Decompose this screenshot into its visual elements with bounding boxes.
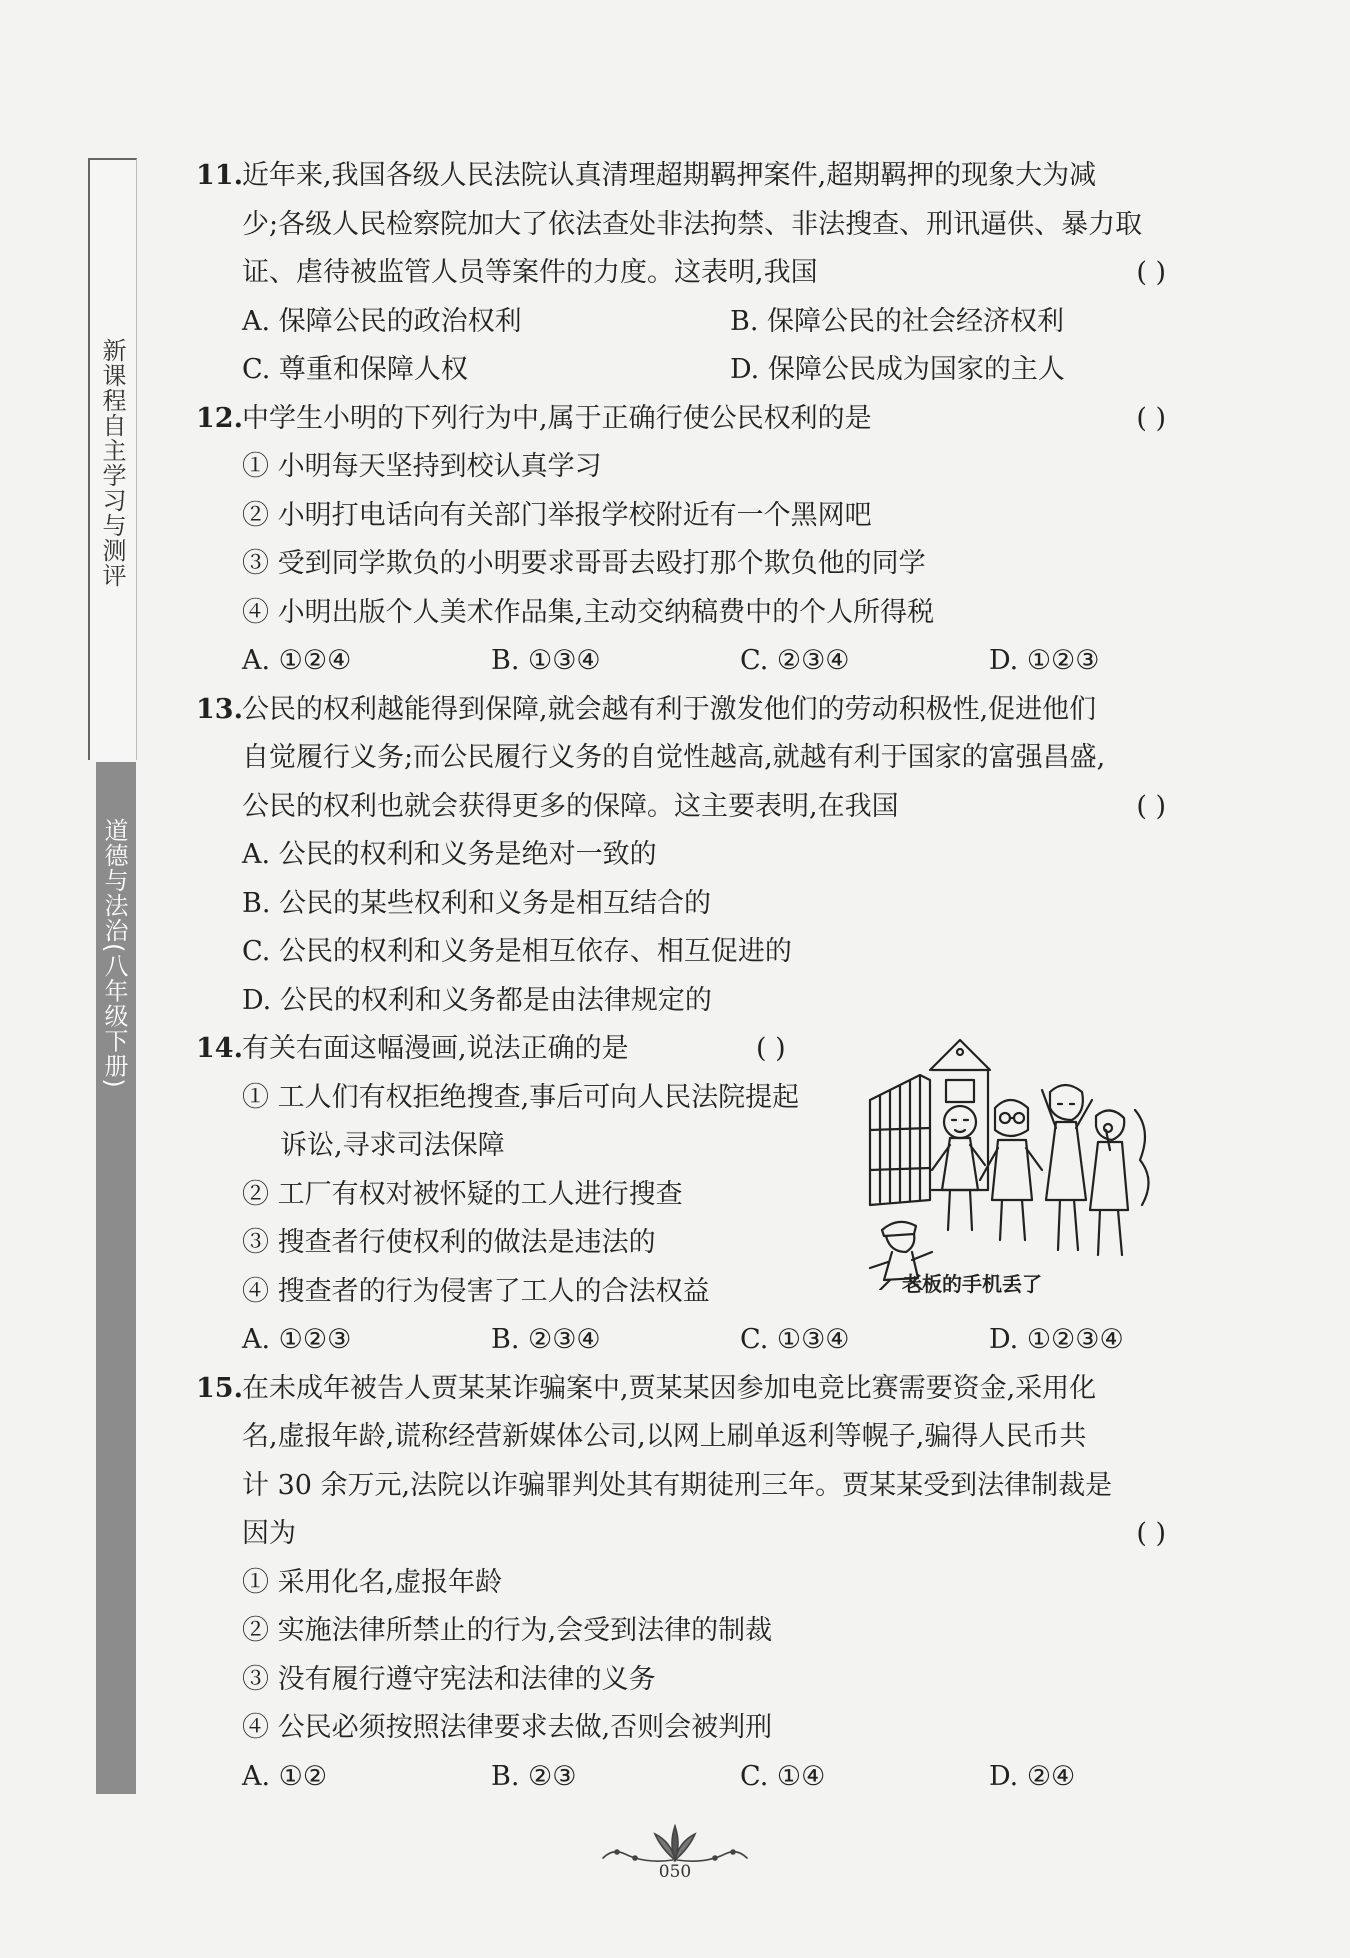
option-c[interactable]: C. ②③④ <box>740 645 850 676</box>
stem-text: 有关右面这幅漫画,说法正确的是 <box>242 1033 629 1064</box>
stem-line <box>196 686 1166 735</box>
stem-text: 公民的权利越能得到保障,就会越有利于激发他们的劳动积极性,促进他们 <box>242 693 1097 725</box>
stem-text: 计 30 余万元,法院以诈骗罪判处其有期徒刑三年。贾某某受到法律制裁是 <box>242 1469 1113 1501</box>
question-number: 11. <box>196 160 243 191</box>
option-row <box>196 298 1166 347</box>
worker-figure-icon <box>1090 1110 1149 1255</box>
option-b[interactable]: B. ②③④ <box>491 1324 601 1355</box>
spine-subject-panel <box>96 762 136 1794</box>
option-a[interactable]: A. ①②④ <box>242 645 352 676</box>
question-number: 14. <box>196 1033 243 1064</box>
stem-text: 公民的权利也就会获得更多的保障。这主要表明,在我国 <box>242 790 899 822</box>
question-11 <box>196 152 1166 395</box>
statement-item: ③ 搜查者行使权利的做法是违法的 <box>242 1227 656 1258</box>
answer-blank[interactable]: ( ) <box>1136 402 1166 434</box>
stem-text: 近年来,我国各级人民法院认真清理超期羁押案件,超期羁押的现象大为减 <box>242 160 1097 191</box>
stem-text: 在未成年被告人贾某某诈骗案中,贾某某因参加电竞比赛需要资金,采用化 <box>242 1372 1097 1404</box>
stem-line <box>196 783 1166 832</box>
statement-item: ④ 公民必须按照法律要求去做,否则会被判刑 <box>242 1712 773 1743</box>
option-c[interactable]: C. 尊重和保障人权 <box>242 354 468 385</box>
option-b[interactable]: B. 保障公民的社会经济权利 <box>730 305 1065 337</box>
option-row <box>196 1753 1166 1802</box>
statement-item: ① 采用化名,虚报年龄 <box>242 1566 503 1598</box>
statement-item: ① 工人们有权拒绝搜查,事后可向人民法院提起 <box>242 1081 800 1113</box>
option-c[interactable]: C. ①④ <box>740 1760 826 1792</box>
option-row <box>196 346 1166 395</box>
question-number: 13. <box>196 693 243 725</box>
stem-line <box>196 734 1166 783</box>
question-12 <box>196 395 1166 686</box>
statement-item: ③ 没有履行遵守宪法和法律的义务 <box>242 1663 656 1695</box>
statement-item: ④ 搜查者的行为侵害了工人的合法权益 <box>242 1275 710 1307</box>
option-c[interactable]: C. 公民的权利和义务是相互依存、相互促进的 <box>242 936 792 967</box>
spine-series-panel <box>88 158 137 760</box>
option-a[interactable]: A. 公民的权利和义务是绝对一致的 <box>242 839 657 870</box>
stem-line <box>196 1510 1166 1559</box>
stem-line <box>196 1365 1166 1414</box>
question-list <box>196 152 1166 1801</box>
woman-figure-icon <box>1042 1085 1092 1250</box>
answer-blank[interactable]: ( ) <box>1136 1518 1166 1549</box>
option-d[interactable]: D. ①②③ <box>989 645 1100 676</box>
option-a[interactable]: A. ①② <box>242 1760 328 1792</box>
question-13 <box>196 686 1166 1026</box>
statement-item: ④ 小明出版个人美术作品集,主动交纳稿费中的个人所得税 <box>242 596 935 628</box>
worker-figure-icon <box>980 1100 1042 1240</box>
stem-line <box>196 1462 1166 1511</box>
guard-booth-icon <box>930 1040 990 1190</box>
comic-illustration <box>860 1030 1160 1290</box>
page-number: 050 <box>658 1862 692 1882</box>
statement-item: ② 实施法律所禁止的行为,会受到法律的制裁 <box>242 1615 773 1646</box>
option-c[interactable]: C. ①③④ <box>740 1324 850 1355</box>
stem-text: 证、虐待被监管人员等案件的力度。这表明,我国 <box>242 257 818 288</box>
question-15 <box>196 1365 1166 1802</box>
option-b[interactable]: B. ②③ <box>491 1760 577 1792</box>
answer-blank[interactable]: ( ) <box>1136 257 1166 288</box>
subject-title: 道德与法治(八年级下册) <box>100 818 128 1089</box>
question-number: 12. <box>196 402 243 434</box>
worker-figure-icon <box>932 1106 985 1230</box>
statement-item: ③ 受到同学欺负的小明要求哥哥去殴打那个欺负他的同学 <box>242 548 926 579</box>
option-row <box>196 1316 1166 1365</box>
stem-line <box>196 152 1166 201</box>
stem-text: 少;各级人民检察院加大了依法查处非法拘禁、非法搜查、刑讯逼供、暴力取 <box>242 208 1143 240</box>
answer-blank[interactable]: ( ) <box>756 1033 786 1064</box>
option-d[interactable]: D. 保障公民成为国家的主人 <box>730 354 1065 385</box>
question-number: 15. <box>196 1372 243 1404</box>
stem-line <box>196 249 1166 298</box>
stem-line <box>196 201 1166 250</box>
factory-gate-icon <box>870 1075 930 1205</box>
option-d[interactable]: D. 公民的权利和义务都是由法律规定的 <box>242 984 712 1016</box>
option-b[interactable]: B. ①③④ <box>491 645 601 676</box>
stem-line <box>196 1413 1166 1462</box>
statement-item: ② 小明打电话向有关部门举报学校附近有一个黑网吧 <box>242 499 872 531</box>
stem-text: 名,虚报年龄,谎称经营新媒体公司,以网上刷单返利等幌子,骗得人民币共 <box>242 1421 1087 1452</box>
stem-text: 中学生小明的下列行为中,属于正确行使公民权利的是 <box>242 402 872 434</box>
comic-caption: 老板的手机丢了 <box>902 1272 1042 1296</box>
statement-item: ① 小明每天坚持到校认真学习 <box>242 451 602 482</box>
stem-text: 自觉履行义务;而公民履行义务的自觉性越高,就越有利于国家的富强昌盛, <box>242 742 1106 773</box>
option-row <box>196 637 1166 686</box>
statement-item: ② 工厂有权对被怀疑的工人进行搜查 <box>242 1178 683 1210</box>
stem-text: 因为 <box>242 1518 296 1549</box>
option-d[interactable]: D. ②④ <box>989 1760 1076 1792</box>
option-a[interactable]: A. ①②③ <box>242 1324 352 1355</box>
series-title: 新课程自主学习与测评 <box>98 338 126 588</box>
statement-item-continued: 诉讼,寻求司法保障 <box>280 1130 505 1161</box>
stem-line <box>196 395 1166 444</box>
option-d[interactable]: D. ①②③④ <box>989 1324 1124 1355</box>
option-a[interactable]: A. 保障公民的政治权利 <box>242 305 522 337</box>
option-b[interactable]: B. 公民的某些权利和义务是相互结合的 <box>242 887 712 919</box>
answer-blank[interactable]: ( ) <box>1136 790 1166 822</box>
